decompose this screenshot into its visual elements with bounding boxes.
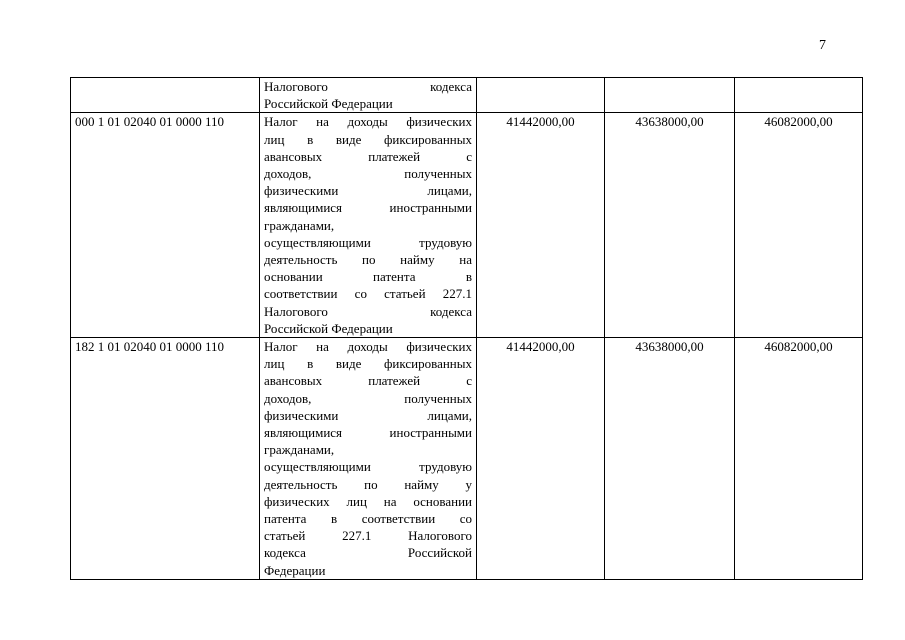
name-cell <box>260 78 477 113</box>
name-line: являющимися иностранными <box>264 200 472 216</box>
table-row-continuation <box>71 78 863 113</box>
name-line: статьей 227.1 Налогового <box>264 528 472 544</box>
name-line: являющимися иностранными <box>264 425 472 441</box>
code-cell: 000 1 01 02040 01 0000 110 <box>71 113 260 338</box>
name-line: Федерации <box>264 562 326 578</box>
code-cell <box>71 78 260 113</box>
name-line: авансовых платежей с <box>264 373 472 389</box>
name-line: соответствии со статьей 227.1 <box>264 286 472 302</box>
name-line: осуществляющими трудовую <box>264 459 472 475</box>
amount-cell-year-2: 43638000,00 <box>605 113 735 338</box>
name-line: деятельность по найму у <box>264 476 472 492</box>
name-cell <box>260 113 477 338</box>
revenue-table <box>70 77 863 580</box>
name-line: гражданами, <box>264 442 335 458</box>
name-line: лиц в виде фиксированных <box>264 356 472 372</box>
name-line: доходов, полученных <box>264 390 472 406</box>
amount-cell-year-3: 46082000,00 <box>735 338 863 580</box>
name-line: доходов, полученных <box>264 166 472 182</box>
code-cell: 182 1 01 02040 01 0000 110 <box>71 338 260 580</box>
table-row <box>71 113 863 338</box>
name-cell <box>260 338 477 580</box>
amount-cell-year-2: 43638000,00 <box>605 338 735 580</box>
amount-cell-year-2 <box>605 78 735 113</box>
name-line: Налог на доходы физических <box>264 114 472 130</box>
name-line: Российской Федерации <box>264 320 393 336</box>
name-line: Налог на доходы физических <box>264 339 472 355</box>
name-line: физических лиц на основании <box>264 493 472 509</box>
name-line: физическими лицами, <box>264 183 472 199</box>
name-line: Российской Федерации <box>264 96 393 112</box>
amount-cell-year-1: 41442000,00 <box>477 338 605 580</box>
name-line: осуществляющими трудовую <box>264 234 472 250</box>
name-line: основании патента в <box>264 269 472 285</box>
name-line: лиц в виде фиксированных <box>264 131 472 147</box>
amount-cell-year-1: 41442000,00 <box>477 113 605 338</box>
name-line: гражданами, <box>264 217 335 233</box>
page-number: 7 <box>819 38 826 53</box>
name-line: Налогового кодекса <box>264 303 472 319</box>
name-line: кодекса Российской <box>264 545 472 561</box>
name-line: физическими лицами, <box>264 407 472 423</box>
name-line: деятельность по найму на <box>264 252 472 268</box>
amount-cell-year-3: 46082000,00 <box>735 113 863 338</box>
amount-cell-year-3 <box>735 78 863 113</box>
amount-cell-year-1 <box>477 78 605 113</box>
name-line: Налогового кодекса <box>264 79 472 94</box>
name-line: авансовых платежей с <box>264 148 472 164</box>
table-row <box>71 338 863 580</box>
name-line: патента в соответствии со <box>264 511 472 527</box>
